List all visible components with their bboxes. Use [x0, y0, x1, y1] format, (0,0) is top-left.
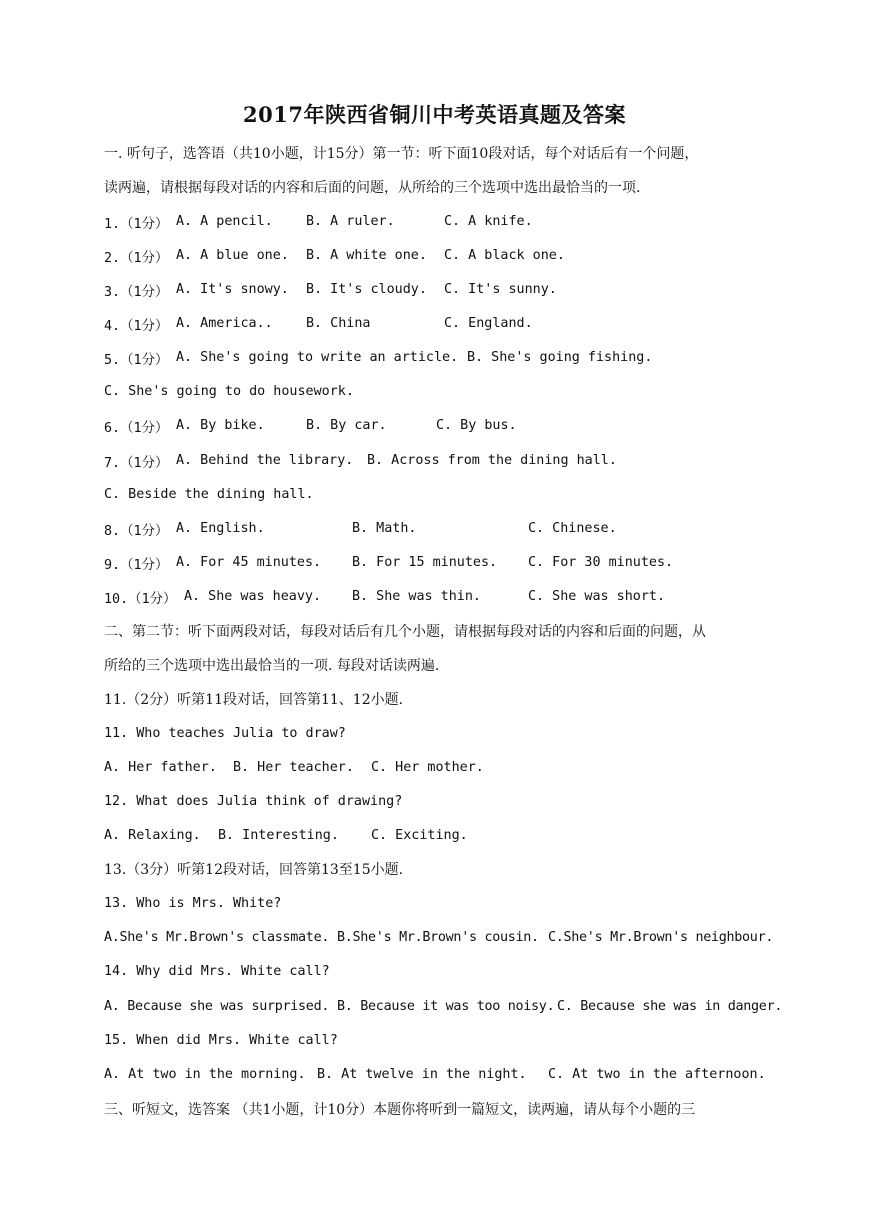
- q12-option-b: B. Interesting.: [218, 828, 339, 843]
- q7-option-c: C. Beside the dining hall.: [104, 487, 314, 502]
- section1-intro-line2: 读两遍，请根据每段对话的内容和后面的问题，从所给的三个选项中选出最恰当的一项.: [104, 180, 641, 196]
- q8-option-a: A. English.: [176, 521, 265, 536]
- q15-option-c: C. At two in the afternoon.: [548, 1067, 766, 1082]
- q11-option-b: B. Her teacher.: [233, 760, 354, 775]
- q15-option-a: A. At two in the morning.: [104, 1067, 306, 1082]
- q1-option-a: A. A pencil.: [176, 214, 273, 229]
- q10-option-a: A. She was heavy.: [184, 589, 322, 604]
- q3-option-a: A. It's snowy.: [176, 282, 289, 297]
- q6-option-b: B. By car.: [306, 418, 387, 433]
- q14-text: 14. Why did Mrs. White call?: [104, 964, 330, 979]
- q2-option-a: A. A blue one.: [176, 248, 289, 263]
- q10-option-b: B. She was thin.: [352, 589, 481, 604]
- q11-option-a: A. Her father.: [104, 760, 217, 775]
- q3-option-b: B. It's cloudy.: [306, 282, 427, 297]
- q4-option-c: C. England.: [444, 316, 533, 331]
- q14-option-a: A. Because she was surprised.: [104, 999, 330, 1014]
- q7-option-b: B. Across from the dining hall.: [367, 453, 617, 468]
- q5-option-a: A. She's going to write an article.: [176, 350, 459, 365]
- q9-option-c: C. For 30 minutes.: [528, 555, 674, 570]
- page-title: 2017年陕西省铜川中考英语真题及答案: [243, 102, 626, 127]
- q14-option-b: B. Because it was too noisy.: [337, 999, 555, 1014]
- q2-option-c: C. A black one.: [444, 248, 565, 263]
- q7-option-a: A. Behind the library.: [176, 453, 354, 468]
- q3-number: 3.（1分）: [104, 285, 169, 300]
- q2-option-b: B. A white one.: [306, 248, 427, 263]
- q4-option-b: B. China: [306, 316, 371, 331]
- q7-number: 7.（1分）: [104, 456, 169, 471]
- q9-option-a: A. For 45 minutes.: [176, 555, 322, 570]
- q10-number: 10.（1分）: [104, 592, 177, 607]
- q5-option-b: B. She's going fishing.: [467, 350, 653, 365]
- q13-option-b: B.She's Mr.Brown's cousin.: [337, 930, 539, 945]
- q4-number: 4.（1分）: [104, 319, 169, 334]
- dialogue-11-instruction: 11.（2分）听第11段对话，回答第11、12小题.: [104, 692, 404, 708]
- q13-text: 13. Who is Mrs. White?: [104, 896, 282, 911]
- q11-option-c: C. Her mother.: [371, 760, 484, 775]
- q15-text: 15. When did Mrs. White call?: [104, 1033, 338, 1048]
- q1-option-b: B. A ruler.: [306, 214, 395, 229]
- q5-option-c: C. She's going to do housework.: [104, 384, 354, 399]
- q8-number: 8.（1分）: [104, 524, 169, 539]
- q13-option-c: C.She's Mr.Brown's neighbour.: [548, 930, 774, 945]
- section2-intro-line1: 二、第二节：听下面两段对话，每段对话后有几个小题，请根据每段对话的内容和后面的问题，从: [104, 624, 706, 640]
- q12-option-c: C. Exciting.: [371, 828, 468, 843]
- q8-option-b: B. Math.: [352, 521, 417, 536]
- section3-intro-line1: 三、听短文，选答案 （共1小题，计10分）本题你将听到一篇短文，读两遍，请从每个小题的三: [104, 1102, 696, 1118]
- q9-number: 9.（1分）: [104, 558, 169, 573]
- q6-option-a: A. By bike.: [176, 418, 265, 433]
- section2-intro-line2: 所给的三个选项中选出最恰当的一项. 每段对话读两遍.: [104, 658, 440, 674]
- q9-option-b: B. For 15 minutes.: [352, 555, 498, 570]
- q13-option-a: A.She's Mr.Brown's classmate.: [104, 930, 330, 945]
- q5-number: 5.（1分）: [104, 353, 169, 368]
- q2-number: 2.（1分）: [104, 251, 169, 266]
- q15-option-b: B. At twelve in the night.: [317, 1067, 527, 1082]
- q1-option-c: C. A knife.: [444, 214, 533, 229]
- q14-option-c: C. Because she was in danger.: [557, 999, 783, 1014]
- q12-text: 12. What does Julia think of drawing?: [104, 794, 403, 809]
- q6-option-c: C. By bus.: [436, 418, 517, 433]
- q6-number: 6.（1分）: [104, 421, 169, 436]
- q3-option-c: C. It's sunny.: [444, 282, 557, 297]
- q1-number: 1.（1分）: [104, 217, 169, 232]
- q12-option-a: A. Relaxing.: [104, 828, 201, 843]
- q8-option-c: C. Chinese.: [528, 521, 617, 536]
- q10-option-c: C. She was short.: [528, 589, 666, 604]
- q4-option-a: A. America..: [176, 316, 273, 331]
- section1-intro-line1: 一. 听句子，选答语（共10小题，计15分）第一节：听下面10段对话，每个对话后有一个问题，: [104, 146, 699, 162]
- dialogue-12-instruction: 13.（3分）听第12段对话，回答第13至15小题.: [104, 862, 404, 878]
- q11-text: 11. Who teaches Julia to draw?: [104, 726, 346, 741]
